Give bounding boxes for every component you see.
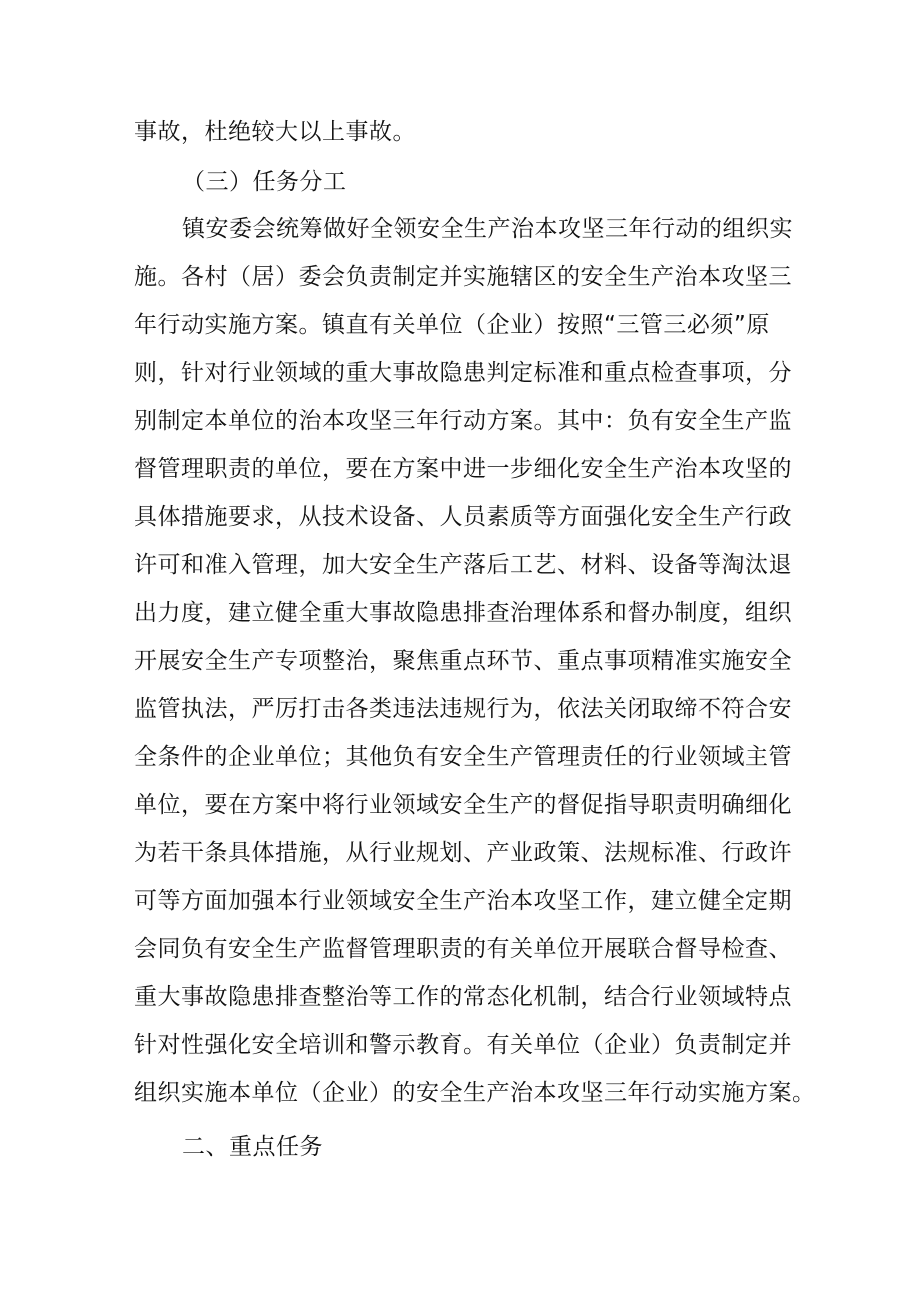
paragraph-line: 针对性强化安全培训和警示教育。有关单位（企业）负责制定并 (134, 1032, 792, 1058)
paragraph-line: 镇安委会统筹做好全领安全生产治本攻坚三年行动的组织实 (182, 216, 793, 242)
paragraph-line: 督管理职责的单位，要在方案中进一步细化安全生产治本攻坚的 (134, 456, 792, 482)
paragraph-line: 许可和准入管理，加大安全生产落后工艺、材料、设备等淘汰退 (134, 552, 792, 578)
continuation-line: 事故，杜绝较大以上事故。 (134, 119, 416, 145)
paragraph-line: 重大事故隐患排查整治等工作的常态化机制，结合行业领域特点 (134, 984, 792, 1010)
paragraph-line: 开展安全生产专项整治，聚焦重点环节、重点事项精准实施安全 (134, 648, 792, 674)
paragraph-line: 具体措施要求，从技术设备、人员素质等方面强化安全生产行政 (134, 504, 792, 530)
paragraph-line: 单位，要在方案中将行业领域安全生产的督促指导职责明确细化 (134, 792, 792, 818)
paragraph-line: 则，针对行业领域的重大事故隐患判定标准和重点检查事项，分 (134, 360, 792, 386)
paragraph-line: 别制定本单位的治本攻坚三年行动方案。其中：负有安全生产监 (134, 408, 792, 434)
paragraph-line: 组织实施本单位（企业）的安全生产治本攻坚三年行动实施方案。 (134, 1080, 816, 1106)
paragraph-line: 可等方面加强本行业领域安全生产治本攻坚工作，建立健全定期 (134, 888, 792, 914)
paragraph-line: 出力度，建立健全重大事故隐患排查治理体系和督办制度，组织 (134, 600, 792, 626)
subheading: （三）任务分工 (182, 169, 347, 195)
paragraph-line: 会同负有安全生产监督管理职责的有关单位开展联合督导检查、 (134, 936, 792, 962)
paragraph-line: 为若干条具体措施，从行业规划、产业政策、法规标准、行政许 (134, 840, 792, 866)
paragraph-line: 年行动实施方案。镇直有关单位（企业）按照“三管三必须”原 (134, 312, 770, 338)
paragraph-line: 监管执法，严厉打击各类违法违规行为，依法关闭取缔不符合安 (134, 696, 792, 722)
paragraph-line: 施。各村（居）委会负责制定并实施辖区的安全生产治本攻坚三 (134, 264, 792, 290)
paragraph-line: 全条件的企业单位；其他负有安全生产管理责任的行业领域主管 (134, 744, 792, 770)
section-heading: 二、重点任务 (182, 1134, 323, 1160)
